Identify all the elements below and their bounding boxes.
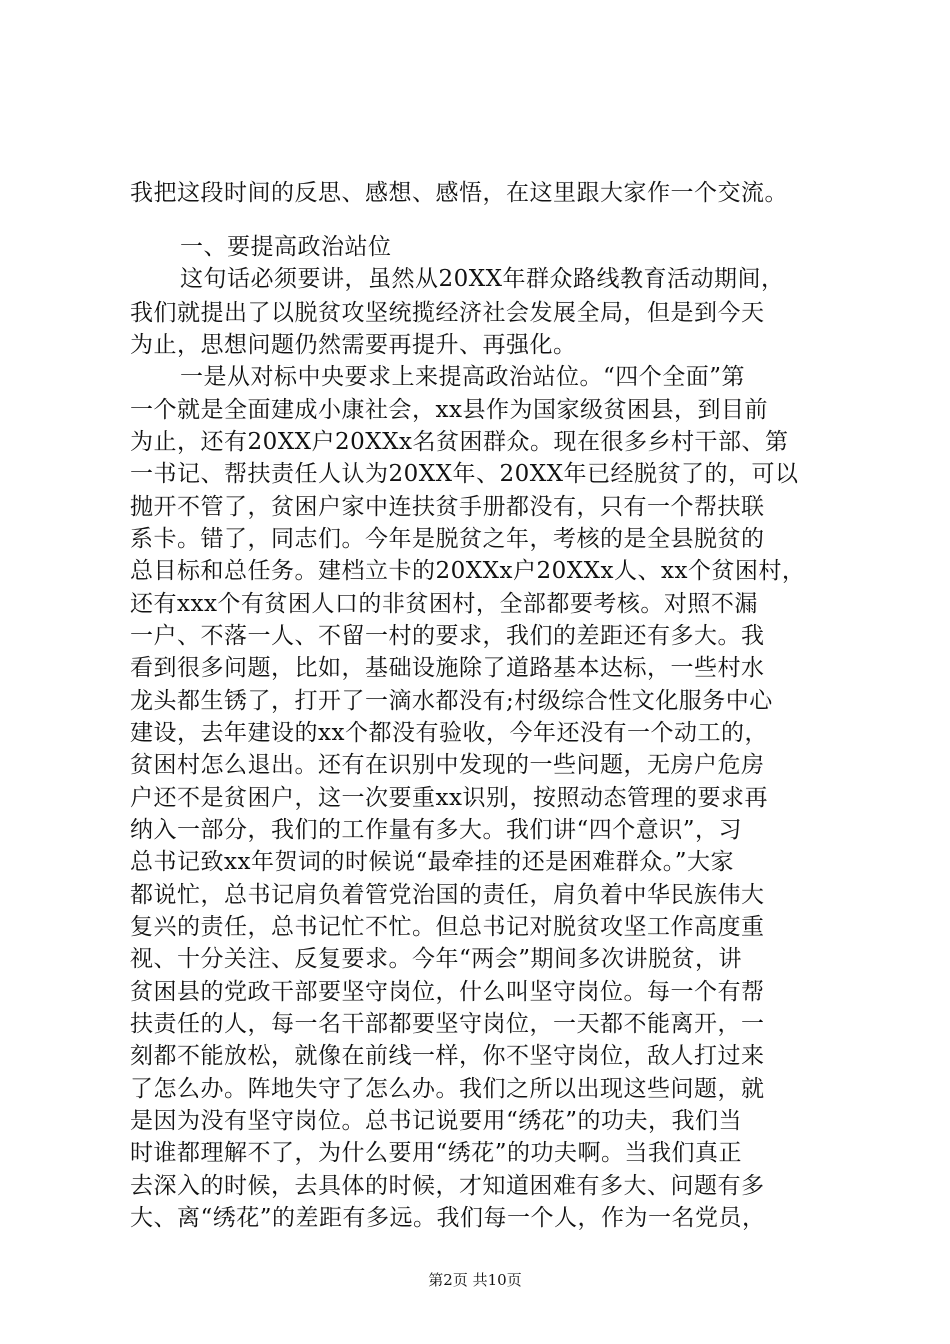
paragraph-line: 总目标和总任务。建档立卡的20XXx户20XXx人、xx个贫困村， — [130, 558, 806, 584]
paragraph-line: 户还不是贫困户，这一次要重xx识别，按照动态管理的要求再 — [130, 785, 768, 811]
paragraph-line: 系卡。错了，同志们。今年是脱贫之年，考核的是全县脱贫的 — [130, 526, 765, 552]
paragraph-line: 一书记、帮扶责任人认为20XX年、20XX年已经脱贫了的，可以 — [130, 461, 799, 487]
paragraph-line: 视、十分关注、反复要求。今年“两会”期间多次讲脱贫，讲 — [130, 946, 743, 972]
paragraph-line: 一户、不落一人、不留一村的要求，我们的差距还有多大。我 — [130, 623, 765, 649]
paragraph-line: 这句话必须要讲，虽然从20XX年群众路线教育活动期间， — [180, 266, 785, 292]
paragraph-line: 扶责任的人，每一名干部都要坚守岗位，一天都不能离开，一 — [130, 1011, 765, 1037]
paragraph-line: 龙头都生锈了，打开了一滴水都没有;村级综合性文化服务中心 — [130, 688, 773, 714]
paragraph-line: 我把这段时间的反思、感想、感悟，在这里跟大家作一个交流。 — [130, 180, 788, 206]
paragraph-line: 大、离“绣花”的差距有多远。我们每一个人，作为一名党员， — [130, 1205, 766, 1231]
paragraph-line: 去深入的时候，去具体的时候，才知道困难有多大、问题有多 — [130, 1173, 765, 1199]
paragraph-line: 建设，去年建设的xx个都没有验收，今年还没有一个动工的， — [130, 720, 768, 746]
paragraph-line: 总书记致xx年贺词的时候说“最牵挂的还是困难群众。”大家 — [130, 849, 734, 875]
paragraph-line: 抛开不管了，贫困户家中连扶贫手册都没有，只有一个帮扶联 — [130, 494, 765, 520]
paragraph-line: 时谁都理解不了，为什么要用“绣花”的功夫啊。当我们真正 — [130, 1140, 743, 1166]
paragraph-line: 贫困县的党政干部要坚守岗位，什么叫坚守岗位。每一个有帮 — [130, 979, 765, 1005]
page-number-footer: 第2页 共10页 — [428, 1271, 522, 1289]
paragraph-line: 还有xxx个有贫困人口的非贫困村，全部都要考核。对照不漏 — [130, 591, 758, 617]
paragraph-line: 看到很多问题，比如，基础设施除了道路基本达标，一些村水 — [130, 655, 765, 681]
paragraph-line: 纳入一部分，我们的工作量有多大。我们讲“四个意识”，习 — [130, 817, 743, 843]
paragraph-line: 我们就提出了以脱贫攻坚统揽经济社会发展全局，但是到今天 — [130, 300, 765, 326]
paragraph-line: 刻都不能放松，就像在前线一样，你不坚守岗位，敌人打过来 — [130, 1043, 765, 1069]
paragraph-line: 贫困村怎么退出。还有在识别中发现的一些问题，无房户危房 — [130, 752, 765, 778]
paragraph-line: 为止，还有20XX户20XXx名贫困群众。现在很多乡村干部、第 — [130, 429, 789, 455]
paragraph-line: 都说忙，总书记肩负着管党治国的责任，肩负着中华民族伟大 — [130, 882, 765, 908]
paragraph-line: 一是从对标中央要求上来提高政治站位。“四个全面”第 — [180, 364, 746, 390]
paragraph-line: 为止，思想问题仍然需要再提升、再强化。 — [130, 332, 577, 358]
paragraph-line: 一个就是全面建成小康社会，xx县作为国家级贫困县，到目前 — [130, 397, 768, 423]
paragraph-line: 是因为没有坚守岗位。总书记说要用“绣花”的功夫，我们当 — [130, 1108, 743, 1134]
section-heading: 一、要提高政治站位 — [180, 234, 392, 260]
paragraph-line: 了怎么办。阵地失守了怎么办。我们之所以出现这些问题，就 — [130, 1076, 765, 1102]
paragraph-line: 复兴的责任，总书记忙不忙。但总书记对脱贫攻坚工作高度重 — [130, 914, 765, 940]
